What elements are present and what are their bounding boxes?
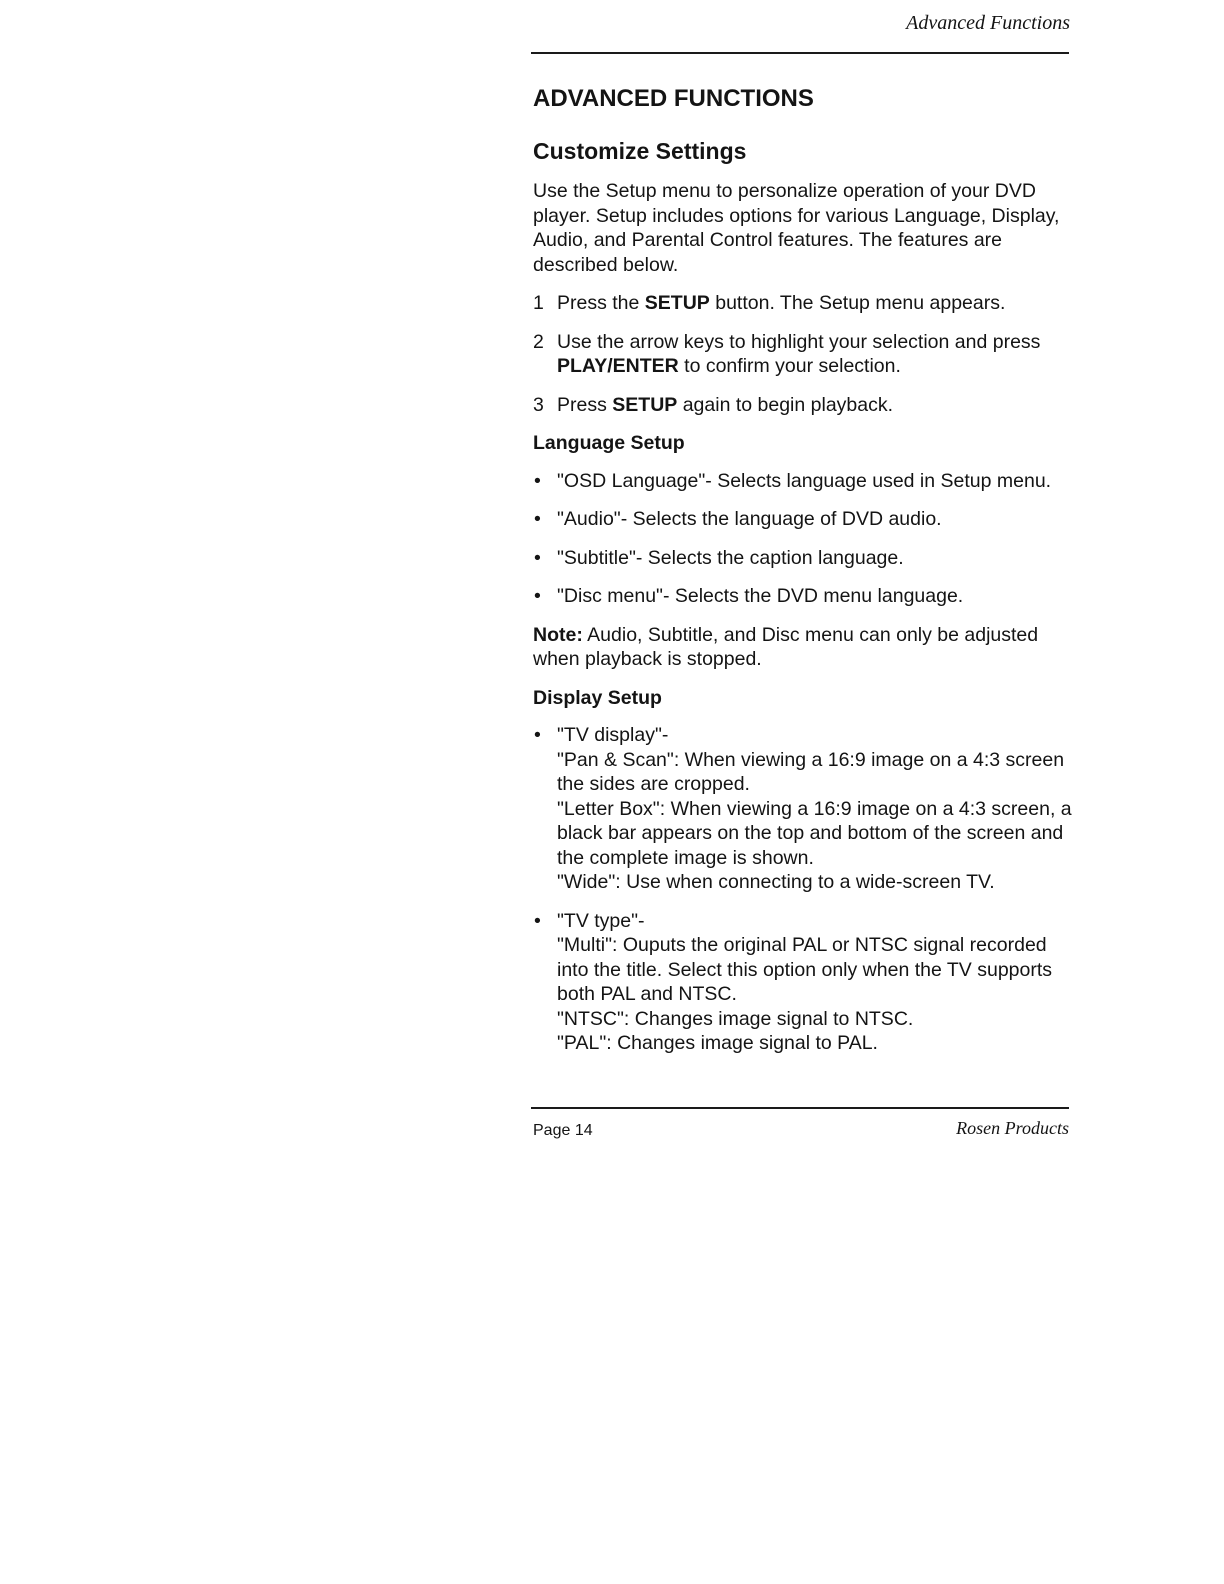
step-key-name: SETUP [612, 393, 678, 416]
subsection-heading-display-setup: Display Setup [533, 686, 662, 709]
intro-paragraph: Use the Setup menu to personalize operation of your DVD player. Setup includes options for various Language, Display, Audio, and Parental Control features. The features are described below. [533, 180, 1060, 276]
step-text-post: to confirm your selection. [678, 355, 901, 377]
step-text-pre: Use the arrow keys to highlight your selection and press [557, 330, 1041, 353]
bullet-icon: • [534, 546, 541, 569]
step-number: 2 [533, 330, 544, 353]
option-line: "Pan & Scan": When viewing a 16:9 image on a 4:3 screen the sides are cropped. [557, 748, 1065, 795]
footer-brand: Rosen Products [956, 1118, 1069, 1138]
bullet-icon: • [534, 469, 541, 492]
header-rule [531, 52, 1069, 54]
list-item [533, 469, 1073, 494]
setup-steps-list [533, 291, 1073, 417]
step-text-pre: Press the [557, 292, 645, 314]
note-paragraph [533, 623, 1073, 672]
step-item [533, 393, 1073, 418]
list-item [533, 909, 1073, 1056]
option-line: "Multi": Ouputs the original PAL or NTSC signal recorded into the title. Select this option only when the TV supports both PAL and NTSC. [557, 934, 1053, 1005]
option-line: "NTSC": Changes image signal to NTSC. [557, 1007, 914, 1030]
footer-rule [531, 1107, 1069, 1109]
running-header-title: Advanced Functions [906, 12, 1070, 34]
step-text-post: button. The Setup menu appears. [709, 292, 1006, 314]
list-item-text: "Subtitle"- Selects the caption language. [557, 546, 904, 569]
display-setup-list [533, 723, 1073, 1056]
option-line: "Letter Box": When viewing a 16:9 image on a 4:3 screen, a black bar appears on the top and bottom of the screen and the complete image is shown. [557, 797, 1072, 869]
list-item-text: "OSD Language"- Selects language used in Setup menu. [557, 469, 1052, 492]
list-item-text: "Audio"- Selects the language of DVD audio. [557, 508, 942, 530]
step-number: 1 [533, 292, 544, 314]
option-title: "TV type"- [557, 909, 645, 932]
section-heading-customize-settings: Customize Settings [533, 138, 747, 164]
step-text-pre: Press [557, 393, 613, 416]
step-key-name: PLAY/ENTER [557, 355, 679, 377]
page-heading: ADVANCED FUNCTIONS [533, 85, 814, 112]
note-text: Audio, Subtitle, and Disc menu can only be adjusted when playback is stopped. [533, 623, 1039, 670]
subsection-heading-language-setup: Language Setup [533, 432, 685, 454]
step-item [533, 291, 1073, 316]
option-line: "PAL": Changes image signal to PAL. [557, 1032, 878, 1054]
list-item [533, 507, 1073, 532]
bullet-icon: • [534, 585, 541, 607]
step-number: 3 [533, 393, 544, 416]
note-label: Note: [533, 623, 583, 646]
bullet-icon: • [534, 508, 541, 530]
language-setup-list [533, 469, 1073, 609]
bullet-icon: • [534, 909, 541, 932]
bullet-icon: • [534, 724, 541, 746]
step-text-post: again to begin playback. [677, 393, 894, 416]
option-line: "Wide": Use when connecting to a wide-screen TV. [557, 871, 995, 893]
page-content [533, 84, 1073, 1070]
list-item [533, 584, 1073, 609]
list-item [533, 546, 1073, 571]
list-item [533, 723, 1073, 895]
step-key-name: SETUP [644, 292, 710, 314]
list-item-text: "Disc menu"- Selects the DVD menu language. [557, 585, 964, 607]
option-title: "TV display"- [557, 724, 669, 746]
step-item [533, 330, 1073, 379]
footer-page-number: Page 14 [533, 1122, 593, 1139]
